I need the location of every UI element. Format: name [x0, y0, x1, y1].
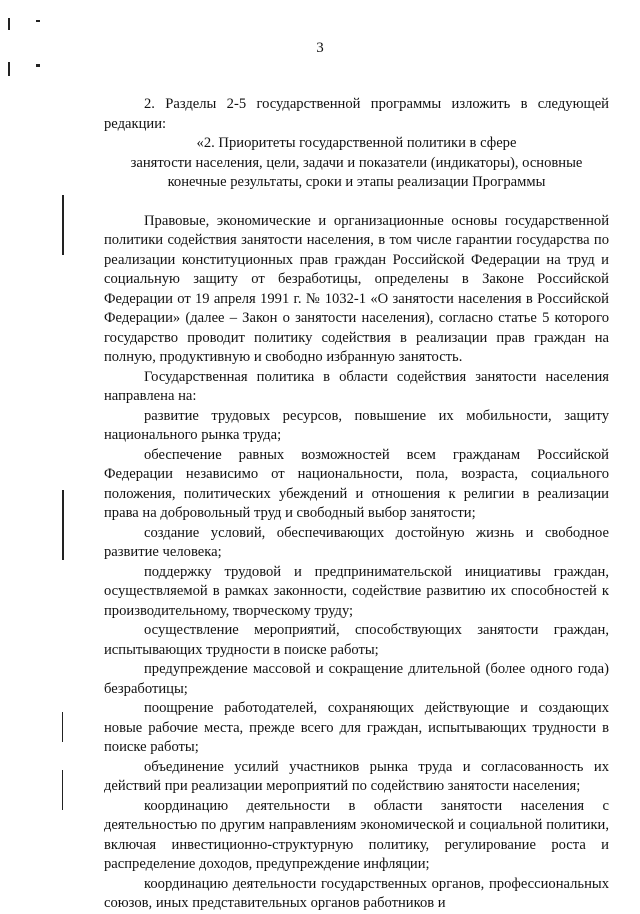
heading-line: «2. Приоритеты государственной политики в сфере [196, 135, 517, 151]
heading-line: конечные результаты, сроки и этапы реализации Программы [167, 174, 546, 190]
scan-mark [36, 64, 40, 67]
page-number: 3 [316, 40, 324, 56]
scan-mark [62, 195, 64, 255]
section-heading [104, 134, 609, 193]
list-item: предупреждение массовой и сокращение длительной (более одного года) безработицы; [104, 661, 609, 697]
list-item: поощрение работодателей, сохраняющих действующие и создающих новые рабочие места, прежде всего для граждан, испытывающих трудности в поиске работы; [104, 700, 609, 755]
list-item: создание условий, обеспечивающих достойную жизнь и свободное развитие человека; [104, 524, 609, 560]
intro-paragraph: 2. Разделы 2-5 государственной программы изложить в следующей редакции: [104, 96, 609, 132]
scan-mark [62, 770, 63, 810]
list-item: объединение усилий участников рынка труда и согласованность их действий при реализации мероприятий по содействию занятости населения; [104, 758, 609, 794]
list-item: обеспечение равных возможностей всем гражданам Российской Федерации независимо от национальности, пола, возраста, социального положения, политических убеждений и отношения к религии в реализации права на добровольный труд и свободный выбор занятости; [104, 446, 609, 521]
scan-mark [36, 20, 40, 22]
body-paragraph: Государственная политика в области содействия занятости населения направлена на: [104, 368, 609, 404]
scan-mark [62, 712, 63, 742]
body-paragraph: Правовые, экономические и организационные основы государственной политики содействия занятости населения, в том числе гарантии государства по реализации конституционных прав граждан Российской Федерации на труд и социальную защиту от безработицы, определены в Законе Российской Федерации от 19 апреля 1991 г. № 1032-1 «О занятости населения в Российской Федерации» (далее – Закон о занятости населения), согласно статье 5 которого государство проводит политику содействия в реализации прав граждан на полную, продуктивную и свободно избранную занятость. [104, 212, 609, 365]
list-item: осуществление мероприятий, способствующих занятости граждан, испытывающих трудности в поиске работы; [104, 622, 609, 658]
document-body [104, 95, 609, 914]
scan-mark [62, 490, 64, 560]
list-item: координацию деятельности в области занятости населения с деятельностью по другим направлениям экономической и социальной политики, включая инвестиционно-структурную политику, регулирование роста и распределение доходов, предупреждение инфляции; [104, 797, 609, 872]
list-item: поддержку трудовой и предпринимательской инициативы граждан, осуществляемой в рамках законности, содействие развитию их способностей к производительному, творческому труду; [104, 563, 609, 619]
scan-mark [8, 62, 10, 76]
spacer [104, 193, 609, 212]
list-item: координацию деятельности государственных органов, профессиональных союзов, иных представительных органов работников и [104, 875, 609, 911]
heading-line: занятости населения, цели, задачи и показатели (индикаторы), основные [130, 154, 583, 171]
scan-mark [8, 18, 10, 30]
list-item: развитие трудовых ресурсов, повышение их мобильности, защиту национального рынка труда; [104, 407, 609, 443]
